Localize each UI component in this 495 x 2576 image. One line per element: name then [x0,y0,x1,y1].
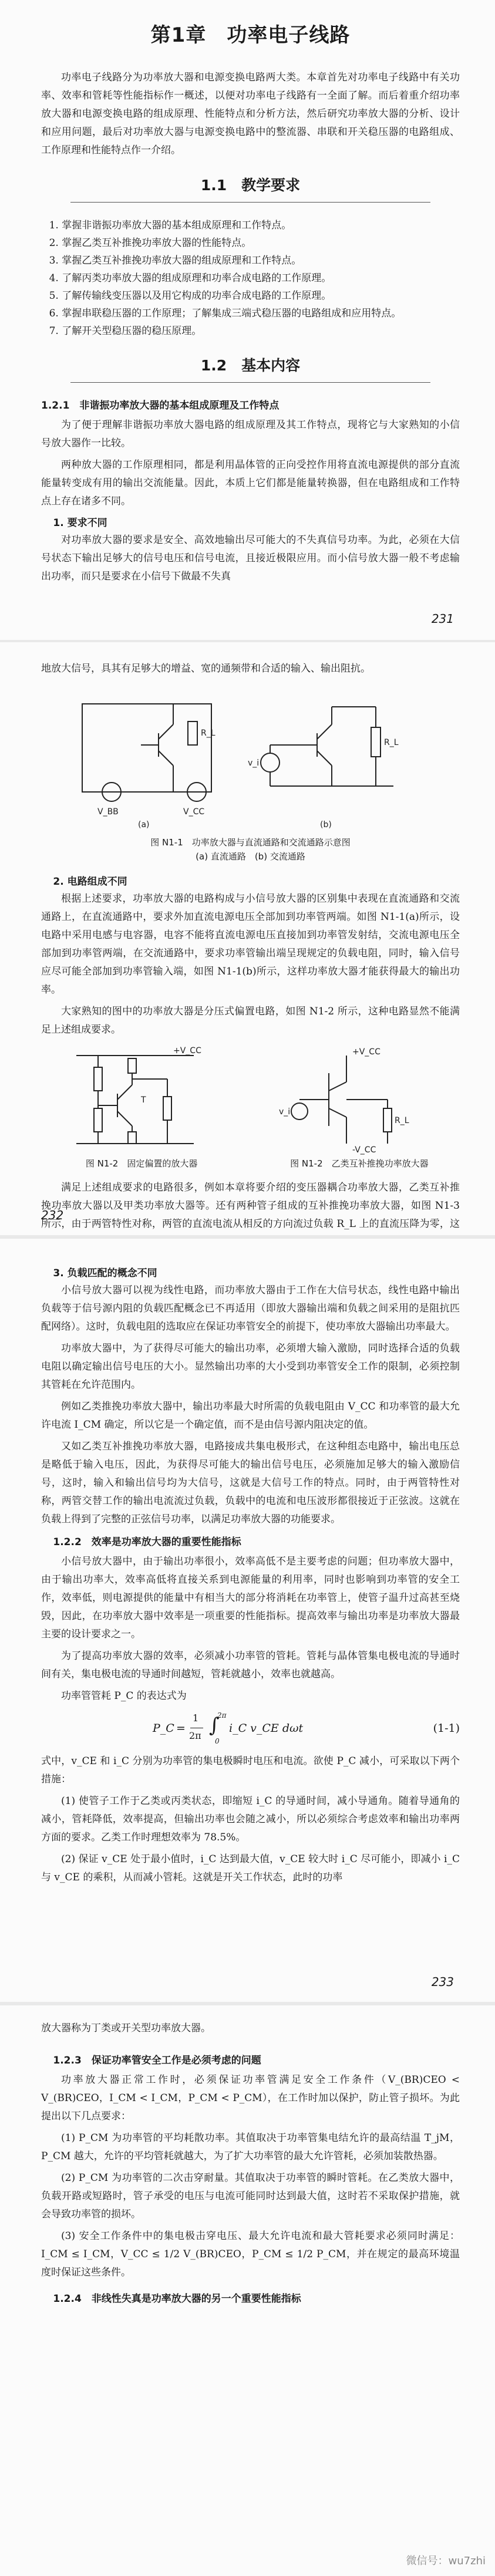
paragraph: (2) 保证 v_CE 处于最小值时，i_C 达到最大值，v_CE 较大时 i_C 尽可能小，即减小 i_C 与 v_CE 的乘积，从而减小管耗。这就是开关工作状态，此时的功率 [41,1853,460,1883]
subsection-heading-1-2-1: 1.2.1 非谐振功率放大器的基本组成原理及工作特点 [41,400,280,412]
label-rl-b: R_L [384,738,399,747]
figure-subcaption: (a) 直流通路 (b) 交流通路 [196,851,305,862]
book-page-232 [0,642,495,1235]
page-number: 232 [41,1208,64,1222]
label-vi: v_i [248,758,260,768]
chapter-title: 第1章 功率电子线路 [150,23,351,47]
figure-n1-2-circuit-diagrams [41,1044,460,1155]
paragraph: 又如乙类互补推挽功率放大器，电路接成共集电极形式，在这种组态电路中，输出电压总是略低于输入电压，因此，为获得尽可能大的输出信号电压，必须施加足够大的输入激励信号，这时，输入和输出信号均为大信号，这就是大信号工作的特点。同时，由于两管特性对称，两管交替工作的输出电流流过负载，负载中的电流和电压波形都很接近于正弦波。这就在负载上得到了完整的正弦信号功率，以满足功率放大器的功能要求。 [41,1441,460,1525]
subsection-heading-1-2-2: 1.2.2 效率是功率放大器的重要性能指标 [53,1536,241,1548]
formula-integral-sign: ∫ [209,1714,220,1737]
list-item: 4. 了解丙类功率放大器的组成原理和功率合成电路的工作原理。 [49,272,332,284]
paragraph: 放大器称为丁类或开关型功率放大器。 [41,2022,211,2034]
paragraph: 为了提高功率放大器的效率，必须减小功率管的管耗。管耗与晶体管集电极电流的导通时间有关，集电极电流的导通时间越短，管耗就越小，效率也就越高。 [41,1650,460,1680]
label-t: T [141,1095,146,1105]
paragraph: 大家熟知的图中的功率放大器是分压式偏置电路，如图 N1-2 所示，这种电路显然不能满足上述组成要求。 [41,1006,460,1036]
paragraph: 对功率放大器的要求是安全、高效地输出尽可能大的不失真信号功率。为此，必须在大信号状态下输出足够大的信号电压和信号电流，且接近极限应用。而小信号放大器一般不考虑输出功率，而只是要求在小信号下做最不失真 [41,534,460,582]
paragraph: 满足上述组成要求的电路很多，例如本章将要介绍的变压器耦合功率放大器，乙类互补推挽功率放大器以及甲类功率放大器等。还有两种管子组成的互补推挽功率放大器，如图 N1-3 所示，由于两管特性对称，两管的直流电流从相反的方向流过负载 R_L 上的直流压降为零，这 [41,1182,460,1230]
label-vbb: V_BB [97,807,119,817]
list-item: 2. 掌握乙类互补推挽功率放大器的性能特点。 [49,237,252,249]
page-number: 231 [431,612,454,626]
label-sub-b: (b) [320,820,332,830]
paragraph: 功率管管耗 P_C 的表达式为 [61,1690,187,1702]
label-vcc: V_CC [183,807,205,817]
label-sub-a: (a) [138,820,150,830]
point-heading-circuit: 2. 电路组成不同 [53,876,127,888]
paragraph: 例如乙类推挽功率放大器中，输出功率最大时所需的负载电阻由 V_CC 和功率管的最大允许电流 I_CM 确定，所以它是一个确定值，而不是由信号源内阻决定的值。 [41,1401,460,1431]
subsection-heading-1-2-4: 1.2.4 非线性失真是功率放大器的另一个重要性能指标 [53,2293,301,2305]
list-item: 6. 掌握串联稳压器的工作原理；了解集成三端式稳压器的电路组成和应用特点。 [49,308,402,319]
paragraph: (1) P_CM 为功率管的平均耗散功率。其值取决于功率管集电结允许的最高结温 T_jM，P_CM 越大，允许的平均管耗就越大，为了扩大功率管的最大允许管耗，必须加装散热器。 [41,2132,460,2162]
formula-numerator: 1 [193,1712,199,1724]
subsection-heading-1-2-3: 1.2.3 保证功率管安全工作是必须考虑的问题 [53,2055,261,2066]
paragraph: (3) 安全工作条件中的集电极击穿电压、最大允许电流和最大管耗要求必须同时满足：I_CM ≤ I_CM，V_CC ≤ 1/2 V_(BR)CEO，P_CM ≤ 1/2 P_CM，并在规定的最高环境温度时保证这些条件。 [41,2230,460,2278]
formula-equals: = [176,1722,186,1735]
paragraph: 小信号放大器可以视为线性电路，而功率放大器由于工作在大信号状态，线性电路中输出负载等于信号源内阻的负载匹配概念已不再适用（即放大器输出端和负载之间采用的是阻抗匹配网络）。这时，负载电阻的选取应在保证功率管安全的前提下，使功率放大器输出功率最大。 [41,1284,460,1333]
paragraph: 两种放大器的工作原理相同，都是利用晶体管的正向受控作用将直流电源提供的部分直流能量转变成有用的输出交流能量。因此，本质上它们都是能量转换器，但在电路组成和工作特点上存在诸多不同。 [41,459,460,507]
paragraph: 根据上述要求，功率放大器的电路构成与小信号放大器的区别集中表现在直流通路和交流通路上，在直流通路中，要求外加直流电源电压全部加到功率管两端。如图 N1-1(a)所示，设电路中采用电感与电容器，电容不能将直流电源电压直接加到功率管发射结，交流电源电压全部加到功率管两端，在交流通路中，要求功率管输出端呈现规定的负载电阻，同时，输入信号应尽可能全部加到功率管输入端，如图 N1-1(b)所示，这样功率放大器才能获得最大的输出功率。 [41,893,460,996]
figure-caption: 图 N1-2 乙类互补推挽功率放大器 [290,1158,429,1169]
book-page-233 [0,1239,495,2002]
figure-caption: 图 N1-2 固定偏置的放大器 [85,1158,198,1169]
paragraph: (2) P_CM 为功率管的二次击穿耐量。其值取决于功率管的瞬时管耗。在乙类放大器中，负载开路或短路时，管子承受的电压与电流可能同时达到最大值，这时若不采取保护措施，就会导致功率管的损坏。 [41,2172,460,2220]
book-page-234-partial [0,2005,495,2576]
formula-1-1 [41,1711,460,1746]
paragraph: 地放大信号，具其有足够大的增益、宽的通频带和合适的输入、输出阻抗。 [41,663,371,675]
list-item: 5. 了解传输线变压器以及用它构成的功率合成电路的工作原理。 [49,290,332,302]
label-vcc-left: +V_CC [173,1046,201,1056]
label-vee-right: -V_CC [352,1145,376,1155]
formula-upper-limit: 2π [217,1711,227,1719]
label-vi-right: v_i [279,1107,291,1117]
label-rl-right: R_L [395,1116,409,1125]
figure-n1-1-circuit-diagram [41,686,460,833]
figure-caption: 图 N1-1 功率放大器与直流通路和交流通路示意图 [150,837,351,848]
formula-lhs: P_C [153,1722,174,1735]
chapter-intro-paragraph: 功率电子线路分为功率放大器和电源变换电路两大类。本章首先对功率电子线路中有关功率、效率和管耗等性能指标作一概述，以便对功率电子线路有一全面了解。而后着重介绍功率放大器和电源变换电路的组成原理、性能特点和分析方法，然后研究功率放大器的分析、设计和应用问题，最后对功率放大器与电源变换电路中的整流器、串联和开关稳压器的电路组成、工作原理和性能特点作一介绍。 [41,72,460,156]
paragraph: 功率放大器中，为了获得尽可能大的输出功率，必须增大输入激励，同时选择合适的负载电阻以确定输出信号电压的大小。显然输出功率的大小受到功率管安全工作的限制，必须控制其管耗在允许范围内。 [41,1343,460,1391]
point-heading-requirements: 1. 要求不同 [53,517,107,529]
wechat-watermark: 微信号：wu7zhi [406,2555,486,2567]
paragraph: 为了便于理解非谐振功率放大器电路的组成原理及其工作特点，现将它与大家熟知的小信号放大器作一比较。 [41,419,460,449]
list-item: 3. 掌握乙类互补推挽功率放大器的组成原理和工作特点。 [49,255,302,267]
paragraph: 功率放大器正常工作时，必须保证功率管满足安全工作条件（V_(BR)CEO < V_(BR)CEO，I_CM < I_CM，P_CM < P_CM），在工作时加以保护，防止管子损坏。为此提出以下几点要求： [41,2074,460,2122]
list-item: 1. 掌握非谐振功率放大器的基本组成原理和工作特点。 [49,220,292,231]
formula-denominator: 2π [189,1730,201,1741]
formula-lower-limit: 0 [215,1737,220,1745]
page-number: 233 [431,1975,454,1989]
section-heading-teaching-requirements: 1.1 教学要求 [41,174,460,203]
list-item: 7. 了解开关型稳压器的稳压原理。 [49,325,202,337]
equation-number: (1-1) [433,1722,460,1735]
label-rl-a: R_L [201,729,215,738]
paragraph: (1) 使管子工作于乙类或丙类状态，即缩短 i_C 的导通时间，减小导通角。随着导通角的减小，管耗降低，效率提高，但输出功率也会随之减小，所以必须综合考虑效率和输出功率两方面的要求。乙类工作时理想效率为 78.5%。 [41,1795,460,1843]
paragraph: 小信号放大器中，由于输出功率很小，效率高低不是主要考虑的问题；但功率放大器中，由于输出功率大，效率高低将直接关系到电源能量的利用率，同时也影响到功率管的安全工作，效率低，则电源提供的能量中有相当大的部分将消耗在功率管上，使管子温升过高甚至烧毁，因此，在功率放大器中效率是一项重要的性能指标。提高效率与输出功率是功率放大器最主要的设计要求之一。 [41,1556,460,1640]
requirement-list [41,217,460,340]
label-vcc-right: +V_CC [352,1047,380,1057]
paragraph: 式中，v_CE 和 i_C 分别为功率管的集电极瞬时电压和电流。欲使 P_C 减小，可采取以下两个措施： [41,1755,460,1785]
section-heading-basic-content: 1.2 基本内容 [41,354,460,383]
formula-body: i_C v_CE dωt [229,1722,304,1735]
book-page-231 [0,0,495,640]
point-heading-load-matching: 3. 负载匹配的概念不同 [53,1267,157,1279]
